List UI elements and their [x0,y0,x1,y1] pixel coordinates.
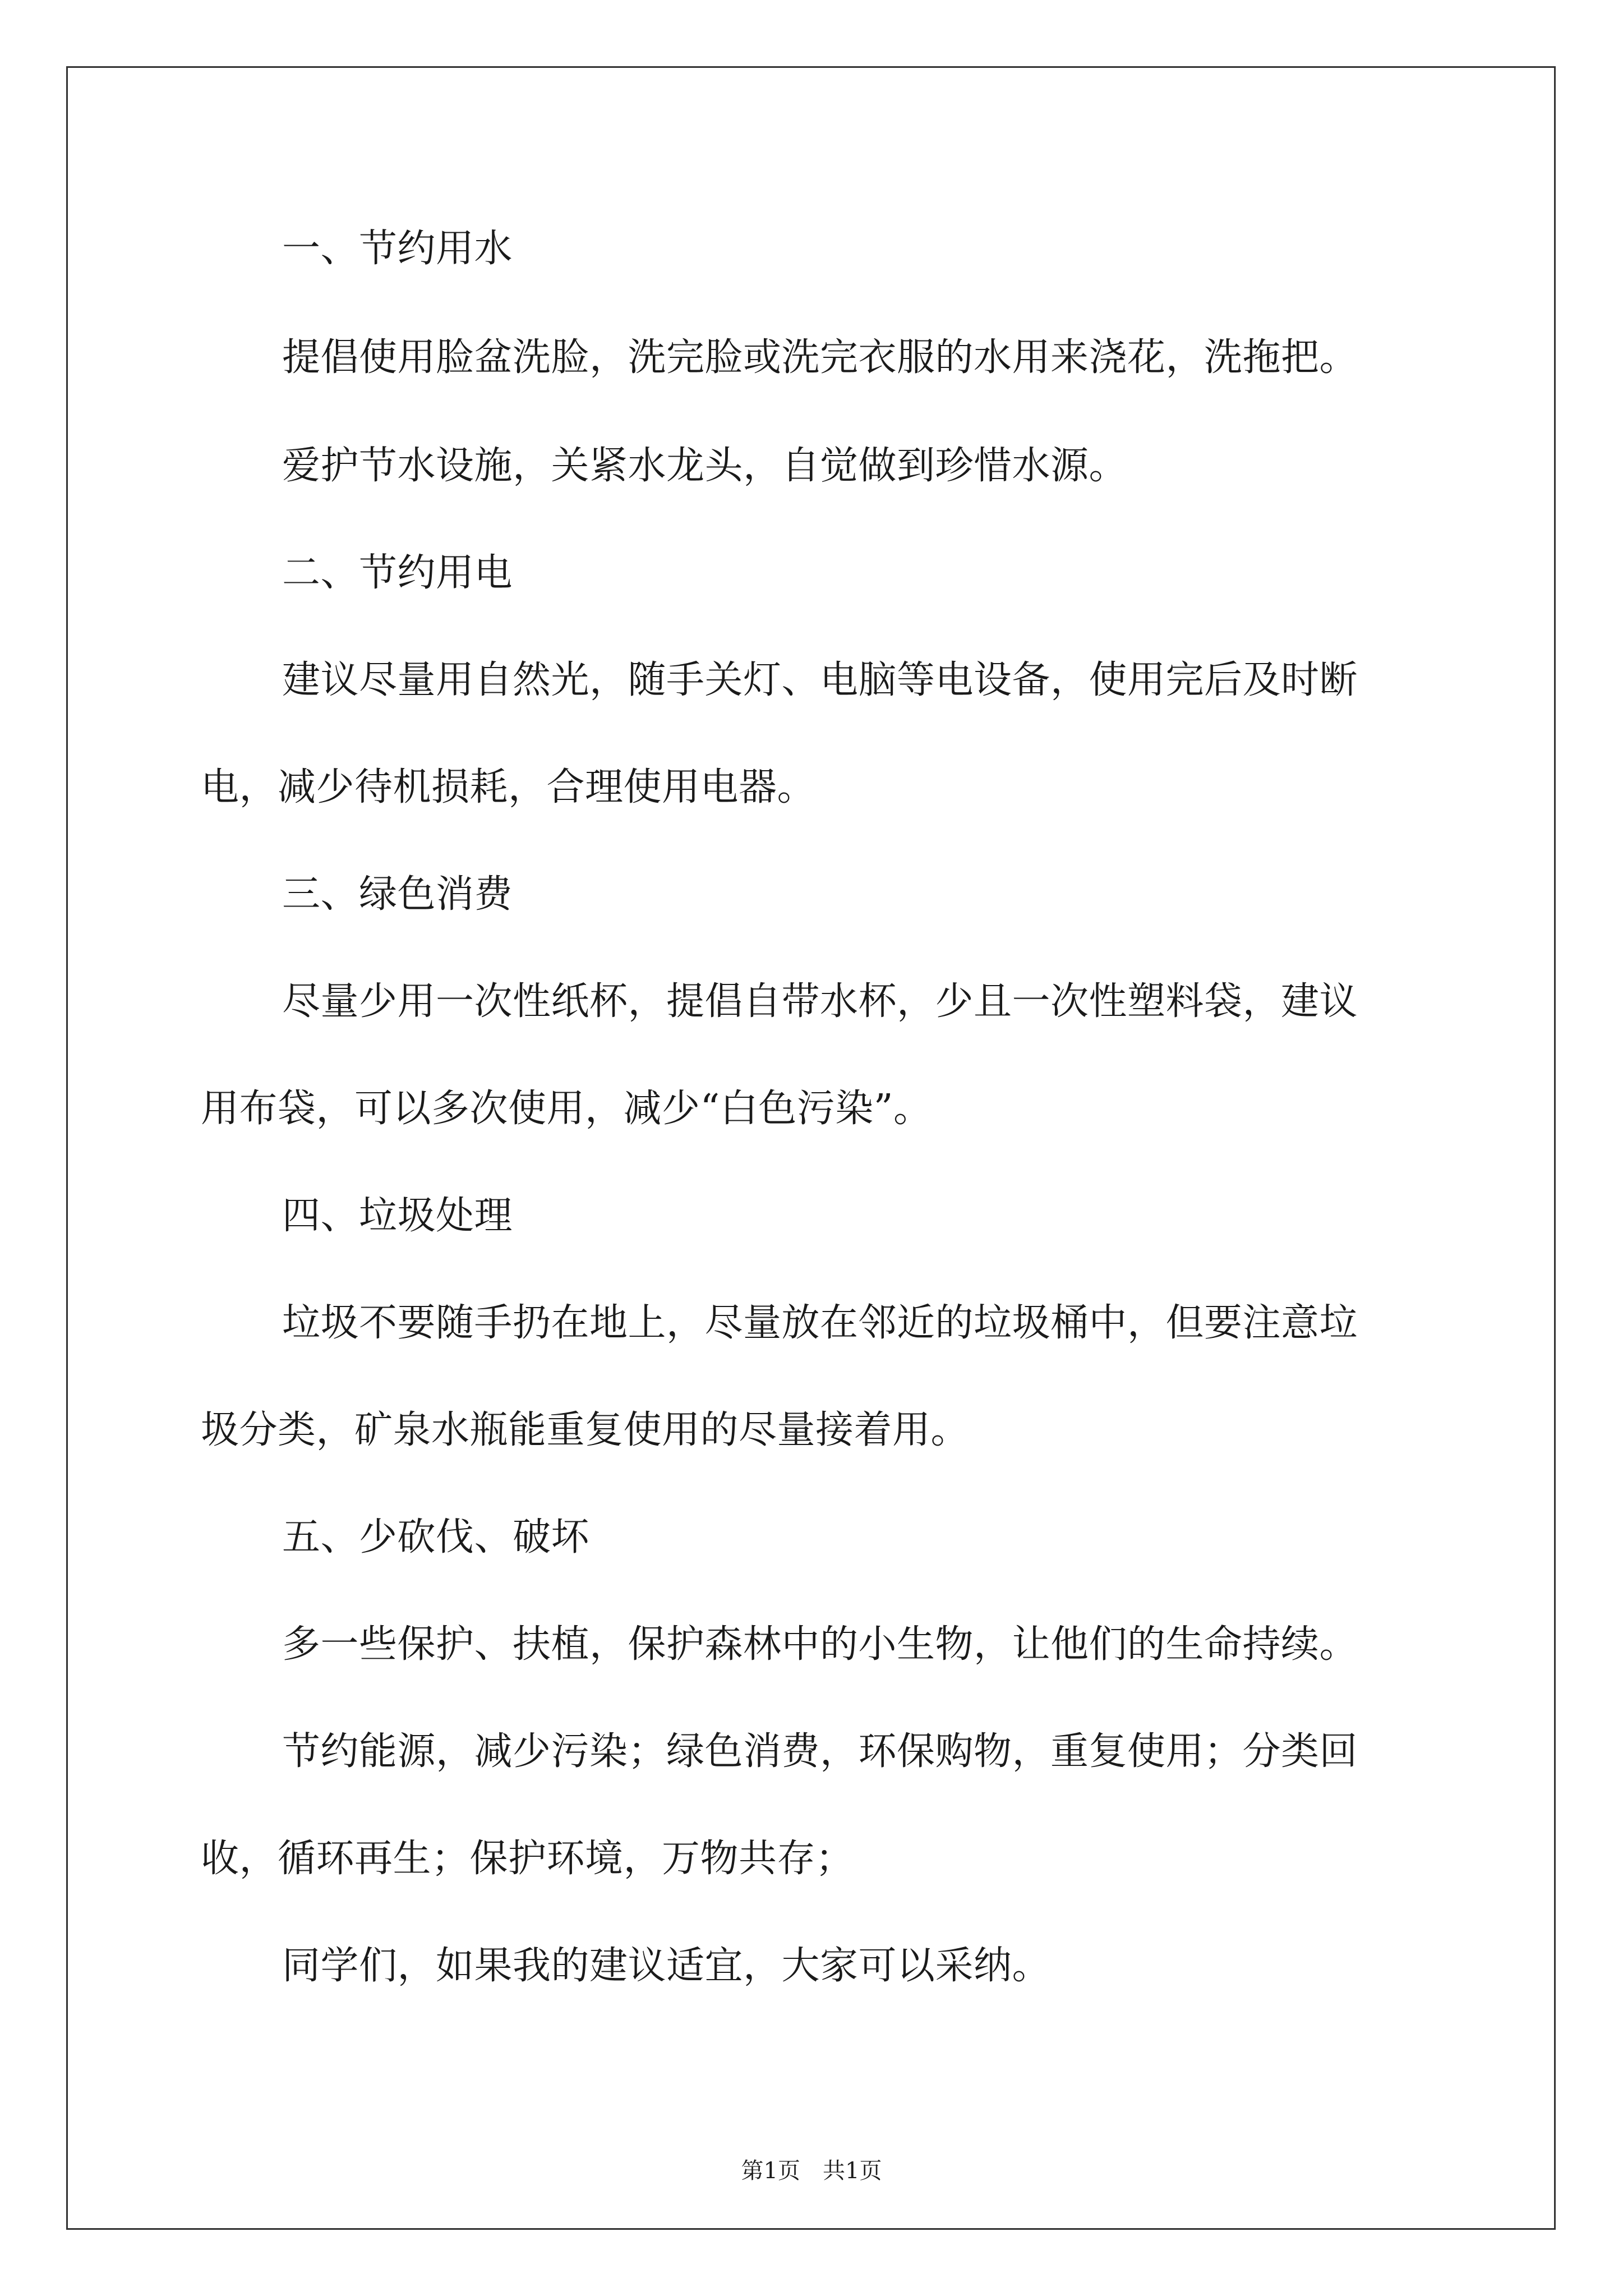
paragraph-line: 收，循环再生；保护环境，万物共存； [201,1837,854,1881]
paragraph-line: 用布袋，可以多次使用，减少“白色污染”。 [201,1087,932,1131]
paragraph-line: 垃圾不要随手扔在地上，尽量放在邻近的垃圾桶中，但要注意垃 [282,1301,1358,1345]
heading-garbage: 四、垃圾处理 [282,1194,513,1238]
paragraph-line: 电，减少待机损耗，合理使用电器。 [201,765,816,809]
paragraph-line: 节约能源，减少污染；绿色消费，环保购物，重复使用；分类回 [282,1729,1358,1774]
heading-electricity: 二、节约用电 [282,551,513,595]
paragraph-line: 多一些保护、扶植，保护森林中的小生物，让他们的生命持续。 [282,1622,1358,1667]
paragraph-line: 圾分类，矿泉水瓶能重复使用的尽量接着用。 [201,1408,970,1452]
page-number: 第1页 共1页 [741,2158,882,2184]
heading-forest: 五、少砍伐、破坏 [282,1515,590,1559]
closing-line: 同学们，如果我的建议适宜，大家可以采纳。 [282,1944,1051,1988]
paragraph-line: 建议尽量用自然光，随手关灯、电脑等电设备，使用完后及时断 [282,658,1358,702]
heading-green-consumption: 三、绿色消费 [282,872,513,917]
page-border [66,66,1556,2230]
paragraph-line: 提倡使用脸盆洗脸，洗完脸或洗完衣服的水用来浇花，洗拖把。 [282,335,1358,380]
heading-water: 一、节约用水 [282,227,513,271]
paragraph-line: 尽量少用一次性纸杯，提倡自带水杯，少且一次性塑料袋，建议 [282,979,1358,1024]
paragraph-line: 爱护节水设施，关紧水龙头，自觉做到珍惜水源。 [282,444,1128,488]
